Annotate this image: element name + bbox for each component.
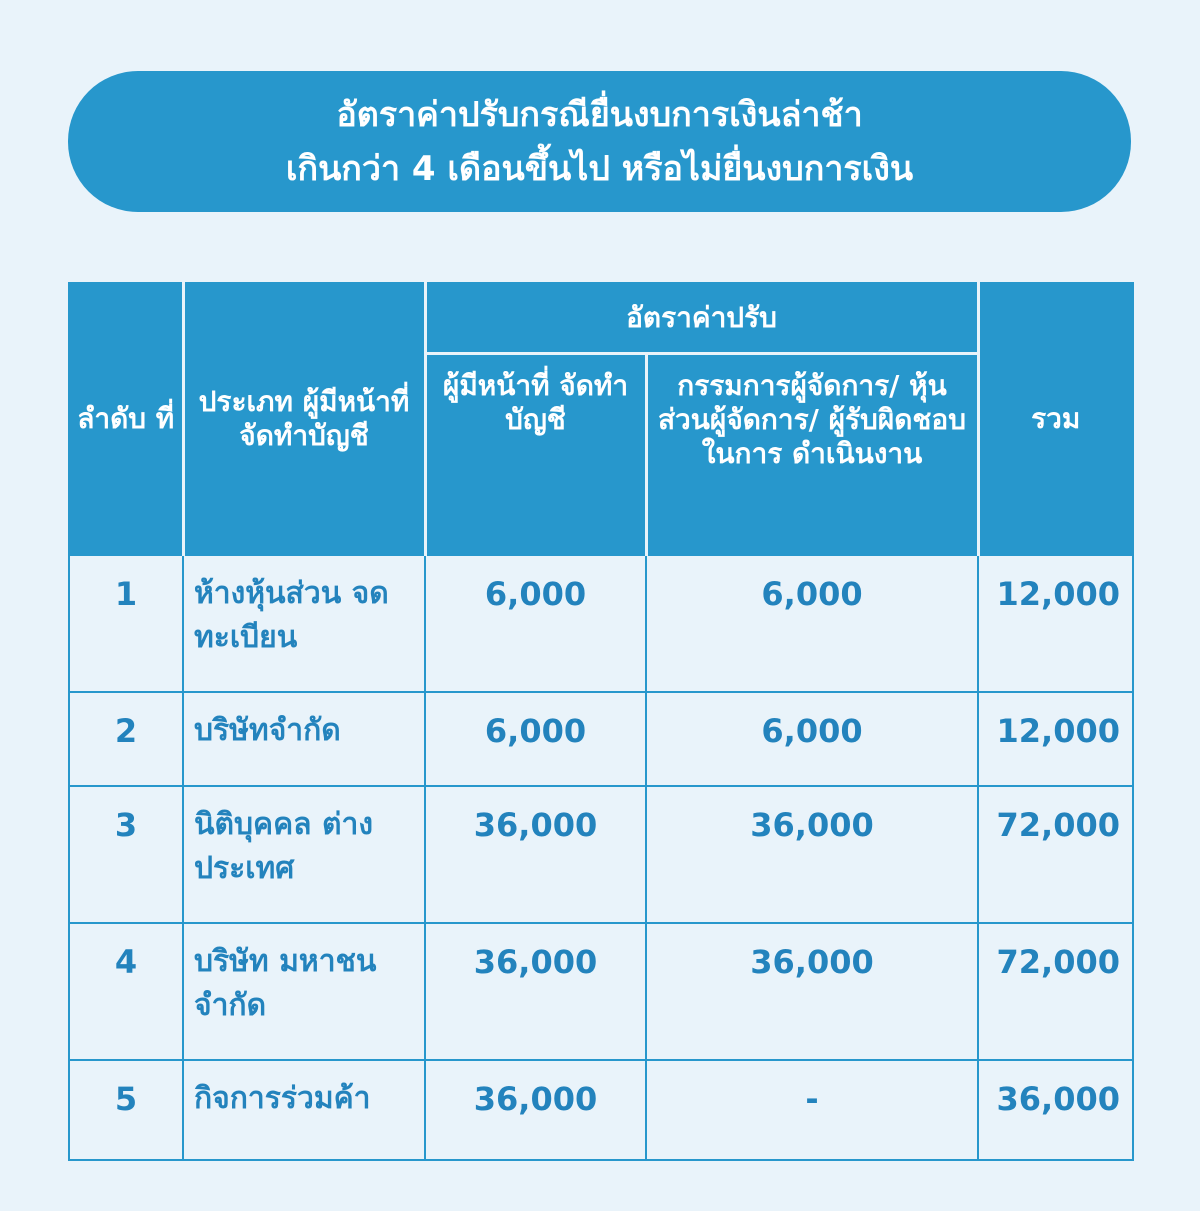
cell-total: 12,000: [978, 692, 1133, 786]
header-rate-group: อัตราค่าปรับ: [425, 283, 978, 353]
cell-type: กิจการร่วมค้า: [183, 1060, 425, 1160]
header-accountant: ผู้มีหน้าที่ จัดทำบัญชี: [425, 353, 646, 555]
cell-director: 6,000: [646, 692, 978, 786]
cell-director: -: [646, 1060, 978, 1160]
cell-type: ห้างหุ้นส่วน จดทะเบียน: [183, 555, 425, 692]
cell-type: บริษัทจำกัด: [183, 692, 425, 786]
cell-index: 5: [69, 1060, 183, 1160]
title-banner: [68, 71, 1131, 212]
header-total: รวม: [978, 283, 1133, 555]
table-row: [69, 692, 1133, 786]
table-row: [69, 786, 1133, 923]
cell-accountant: 36,000: [425, 786, 646, 923]
cell-index: 1: [69, 555, 183, 692]
table-row: [69, 1060, 1133, 1160]
table-row: [69, 555, 1133, 692]
cell-accountant: 6,000: [425, 692, 646, 786]
cell-total: 36,000: [978, 1060, 1133, 1160]
title-line-2: เกินกว่า 4 เดือนขึ้นไป หรือไม่ยื่นงบการเงิน: [285, 148, 914, 189]
cell-index: 3: [69, 786, 183, 923]
cell-total: 12,000: [978, 555, 1133, 692]
cell-accountant: 6,000: [425, 555, 646, 692]
cell-type: นิติบุคคล ต่างประเทศ: [183, 786, 425, 923]
fine-rate-table: [68, 282, 1134, 1161]
cell-accountant: 36,000: [425, 923, 646, 1060]
cell-index: 4: [69, 923, 183, 1060]
cell-director: 36,000: [646, 923, 978, 1060]
cell-total: 72,000: [978, 923, 1133, 1060]
header-director: กรรมการผู้จัดการ/ หุ้นส่วนผู้จัดการ/ ผู้รับผิดชอบในการ ดำเนินงาน: [646, 353, 978, 555]
cell-index: 2: [69, 692, 183, 786]
table-row: [69, 923, 1133, 1060]
cell-director: 6,000: [646, 555, 978, 692]
header-type: ประเภท ผู้มีหน้าที่ จัดทำบัญชี: [183, 283, 425, 555]
cell-director: 36,000: [646, 786, 978, 923]
cell-type: บริษัท มหาชนจำกัด: [183, 923, 425, 1060]
cell-total: 72,000: [978, 786, 1133, 923]
title-line-1: อัตราค่าปรับกรณียื่นงบการเงินล่าช้า: [336, 94, 863, 135]
header-index: ลำดับ ที่: [69, 283, 183, 555]
cell-accountant: 36,000: [425, 1060, 646, 1160]
